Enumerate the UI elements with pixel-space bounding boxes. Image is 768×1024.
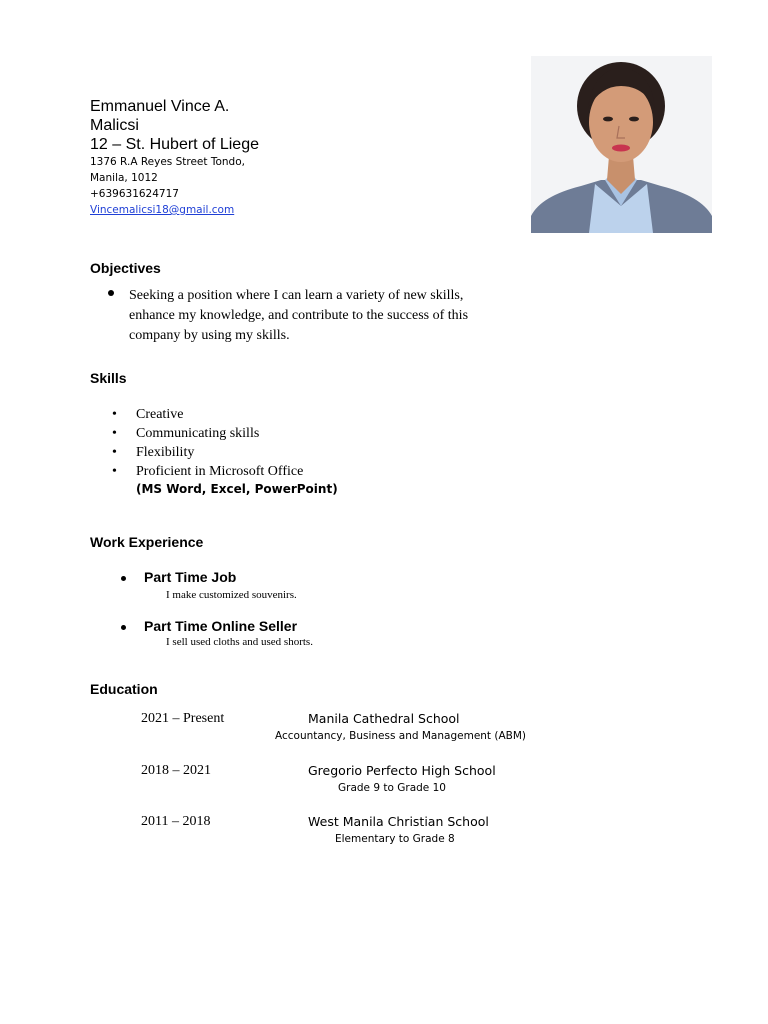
full-name-line1: Emmanuel Vince A.	[90, 98, 230, 115]
objective-line: enhance my knowledge, and contribute to the success of this	[129, 308, 469, 323]
skills-sub-note: (MS Word, Excel, PowerPoint)	[136, 482, 338, 496]
address-line1: 1376 R.A Reyes Street Tondo,	[90, 156, 245, 168]
objective-bullet	[108, 290, 114, 296]
job-bullet	[121, 576, 126, 581]
objective-line: Seeking a position where I can learn a variety of new skills,	[129, 288, 464, 303]
phone-number: +639631624717	[90, 188, 179, 200]
job-title: Part Time Online Seller	[144, 618, 298, 634]
skill-item: • Creative	[112, 407, 184, 422]
job-bullet	[121, 625, 126, 630]
school-name: Manila Cathedral School	[308, 711, 460, 726]
full-name-line2: Malicsi	[90, 117, 139, 134]
school-detail: Elementary to Grade 8	[335, 833, 455, 845]
skill-item: • Proficient in Microsoft Office	[112, 464, 304, 479]
skill-item: • Flexibility	[112, 445, 195, 460]
school-name: West Manila Christian School	[308, 814, 489, 829]
profile-photo	[531, 56, 712, 233]
job-title: Part Time Job	[144, 569, 237, 585]
email-link[interactable]: Vincemalicsi18@gmail.com	[90, 204, 235, 216]
school-name: Gregorio Perfecto High School	[308, 763, 496, 778]
objective-text	[129, 286, 468, 346]
education-years: 2011 – 2018	[141, 814, 211, 829]
education-years: 2018 – 2021	[141, 763, 211, 778]
objective-line: company by using my skills.	[129, 328, 290, 343]
job-description: I sell used cloths and used shorts.	[166, 636, 313, 648]
address-line2: Manila, 1012	[90, 172, 158, 184]
skills-list	[112, 405, 303, 481]
education-heading: Education	[90, 681, 158, 697]
skills-heading: Skills	[90, 370, 127, 386]
work-experience-heading: Work Experience	[90, 534, 204, 550]
skill-item: • Communicating skills	[112, 426, 260, 441]
education-years: 2021 – Present	[141, 711, 225, 726]
class-section: 12 – St. Hubert of Liege	[90, 136, 259, 153]
objectives-heading: Objectives	[90, 260, 161, 276]
school-detail: Grade 9 to Grade 10	[338, 782, 446, 794]
school-detail: Accountancy, Business and Management (ABM)	[275, 730, 527, 742]
job-description: I make customized souvenirs.	[166, 589, 297, 601]
profile-photo-image	[531, 56, 712, 233]
